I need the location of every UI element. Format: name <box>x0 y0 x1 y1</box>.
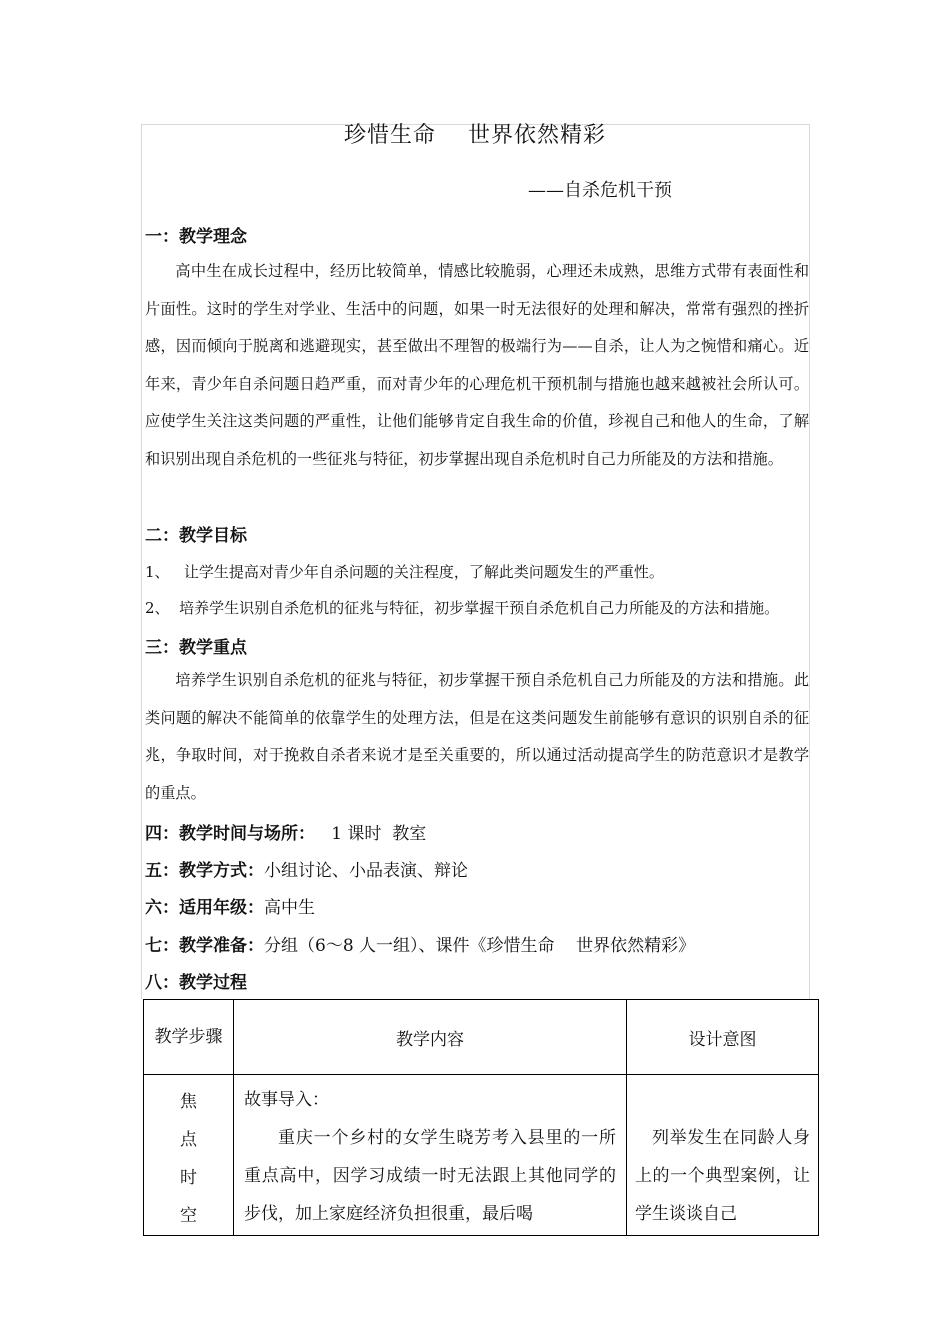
step-char: 焦 <box>180 1092 197 1112</box>
intent-cell <box>627 1075 819 1236</box>
content-lead: 故事导入： <box>244 1090 329 1110</box>
step-char: 点 <box>180 1130 197 1150</box>
step-vertical-text <box>144 1075 233 1235</box>
section-1-body: 高中生在成长过程中，经历比较简单，情感比较脆弱，心理还未成熟，思维方式带有表面性和片面性。这时的学生对学业、生活中的问题，如果一时无法很好的处理和解决，常常有强烈的挫折感，因而倾向于脱离和逃避现实，甚至做出不理智的极端行为——自杀，让人为之惋惜和痛心。近年来，青少年自杀问题日趋严重，而对青少年的心理危机干预机制与措施也越来越被社会所认可。应使学生关注这类问题的严重性，让他们能够肯定自我生命的价值，珍视自己和他人的生命，了解和识别出现自杀危机的一些征兆与特征，初步掌握出现自杀危机时自己力所能及的方法和措施。 <box>145 262 809 468</box>
page-frame-right <box>809 124 810 999</box>
step-char: 时 <box>180 1168 197 1188</box>
section-5-line <box>145 856 468 881</box>
table-row <box>144 1075 819 1236</box>
section-3-body: 培养学生识别自杀危机的征兆与特征，初步掌握干预自杀危机自己力所能及的方法和措施。此类问题的解决不能简单的依靠学生的处理方法，但是在这类问题发生前能够有意识的识别自杀的征兆，争取时间，对于挽救自杀者来说才是至关重要的，所以通过活动提高学生的防范意识才是教学的重点。 <box>145 671 809 802</box>
step-cell <box>144 1075 234 1236</box>
section-7-value: 分组（6～8 人一组）、课件《珍惜生命 世界依然精彩》 <box>264 936 696 956</box>
section-6-line <box>145 893 315 918</box>
step-char: 空 <box>180 1206 197 1226</box>
objective-item-1: 1、 让学生提高对青少年自杀问题的关注程度，了解此类问题发生的严重性。 <box>145 563 664 581</box>
section-2-heading: 二：教学目标 <box>145 526 247 546</box>
table-header-row <box>144 1000 819 1075</box>
section-1-heading: 一：教学理念 <box>145 227 247 247</box>
section-8-heading: 八：教学过程 <box>145 973 247 993</box>
document-subtitle: ——自杀危机干预 <box>528 180 672 201</box>
header-intent: 设计意图 <box>627 1000 819 1075</box>
section-6-value: 高中生 <box>264 898 315 918</box>
section-4-line <box>145 819 426 844</box>
section-6-heading: 六：适用年级： <box>145 898 264 918</box>
objective-item-2: 2、 培养学生识别自杀危机的征兆与特征，初步掌握干预自杀危机自己力所能及的方法和措施。 <box>145 599 780 617</box>
content-body: 重庆一个乡村的女学生晓芳考入县里的一所重点高中，因学习成绩一时无法跟上其他同学的步伐，加上家庭经济负担很重，最后喝 <box>244 1128 616 1223</box>
teaching-process-table <box>143 999 819 1236</box>
section-7-line <box>145 931 695 956</box>
section-7-heading: 七：教学准备： <box>145 936 264 956</box>
header-content: 教学内容 <box>234 1000 627 1075</box>
header-step: 教学步骤 <box>144 1000 234 1075</box>
section-5-value: 小组讨论、小品表演、辩论 <box>264 861 468 881</box>
section-5-heading: 五：教学方式： <box>145 861 264 881</box>
page-frame-left <box>141 124 142 999</box>
document-title: 珍惜生命 世界依然精彩 <box>344 123 606 148</box>
content-cell <box>234 1075 627 1236</box>
section-4-heading: 四：教学时间与场所： <box>145 824 315 844</box>
section-4-value: 1 课时 教室 <box>315 824 427 844</box>
intent-text: 列举发生在同龄人身上的一个典型案例，让学生谈谈自己 <box>635 1128 810 1223</box>
section-3-heading: 三：教学重点 <box>145 638 247 658</box>
